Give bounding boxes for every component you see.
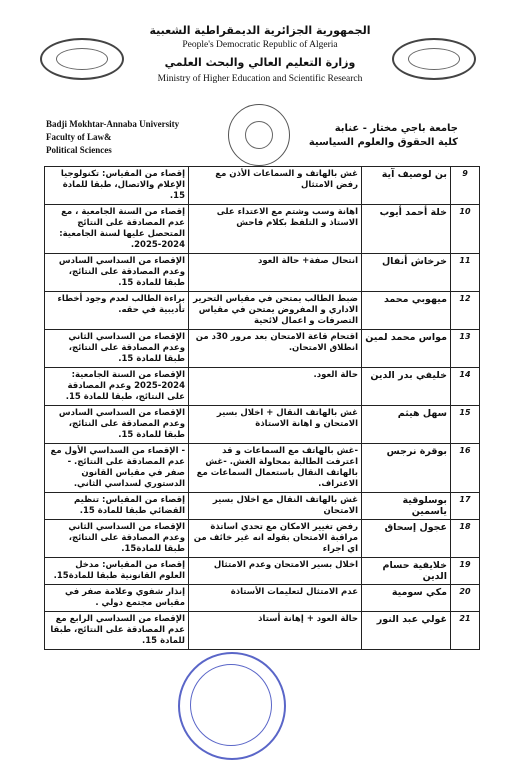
penalty-decision: - الإقصاء من السداسي الأول مع عدم المصادقة على النتائج. - صفر في مقياس القانون الدستوري لسداسي الثاني. [45,444,189,493]
table-row [45,585,480,612]
table-row [45,520,480,558]
student-name: بوسلوقية ياسمين [362,493,451,520]
violation-description: اخلال بسير الامتحان وعدم الامتثال [189,558,362,585]
student-name: خلة أحمد أيوب [362,205,451,254]
penalty-decision: الإقصاء من السداسي الثاني وعدم المصادقة على النتائج، طبقا للمادة15. [45,520,189,558]
penalty-decision: إقصاء من السنة الجامعية ، مع عدم المصادقة على النتائج المتحصل عليها لسنة الجامعية: 2024-2025. [45,205,189,254]
penalty-decision: براءة الطالب لعدم وجود أخطاء تأديبية في حقه. [45,292,189,330]
penalty-decision: الإقصاء من السداسي الرابع مع عدم المصادقة على النتائج، طبقا للمادة 15. [45,612,189,650]
student-name: غولي عبد النور [362,612,451,650]
student-name: بن لوصيف آية [362,167,451,205]
table-row [45,558,480,585]
table-row [45,406,480,444]
penalty-decision: الإقصاء من السداسي السادس وعدم المصادقة على النتائج، طبقا للمادة 15. [45,406,189,444]
table-row [45,205,480,254]
student-name: سهل هيثم [362,406,451,444]
penalty-decision: إقصاء من المقياس: تكنولوجيا الإعلام والاتصال، طبقا للمادة 15. [45,167,189,205]
penalty-decision: إنذار شفوي وعلامة صفر في مقياس مجتمع دولي . [45,585,189,612]
ministry-title-arabic: وزارة التعليم العالي والبحث العلمي [164,56,356,69]
violation-description: اهانة وسب وشتم مع الاعتداء على الاستاذ و التلفظ بكلام فاحش [189,205,362,254]
student-name: خلايفية حسام الدين [362,558,451,585]
penalty-decision: الإقصاء من السداسي السادس وعدم المصادقة على النتائج، طبقا للمادة 15. [45,254,189,292]
table-row [45,444,480,493]
row-number: 18 [451,520,480,558]
student-name: عجول إسحاق [362,520,451,558]
student-name: ميهوبي محمد [362,292,451,330]
row-number: 17 [451,493,480,520]
row-number: 15 [451,406,480,444]
student-name: مكي سومية [362,585,451,612]
violation-description: اقتحام قاعة الامتحان بعد مرور 30د من انطلاق الامتحان. [189,330,362,368]
table-row [45,612,480,650]
row-number: 16 [451,444,480,493]
university-name-line: Badji Mokhtar-Annaba University [46,119,180,129]
faculty-name-line: Faculty of Law& [46,132,112,142]
stamp-ring [190,664,272,746]
violation-description: -غش بالهاتف مع السماعات و قد اعترفت الطالبة بمحاولة الغش. -غش بالهاتف النقال باستعمال السماعات مع الاعتراف. [189,444,362,493]
table-row [45,368,480,406]
faculty-name-line-2: Political Sciences [46,145,112,155]
penalty-decision: إقصاء من المقياس: تنظيم القضائي طبقا للمادة 15. [45,493,189,520]
violation-description: انتحال صفة+ حالة العود [189,254,362,292]
penalty-decision: الإقصاء من السداسي الثاني وعدم المصادقة على النتائج، طبقا للمادة 15. [45,330,189,368]
violation-description: حالة العود + إهانة أستاذ [189,612,362,650]
row-number: 21 [451,612,480,650]
violation-description: غش بالهاتف و السماعات الأذن مع رفض الامتثال [189,167,362,205]
penalty-decision: الإقصاء من السنة الجامعية: 2024-2025 وعدم المصادقة على النتائج، طبقا للمادة 15. [45,368,189,406]
row-number: 19 [451,558,480,585]
ministry-title-english: Ministry of Higher Education and Scientific Research [157,74,363,84]
student-name: بوقرة نرجس [362,444,451,493]
row-number: 20 [451,585,480,612]
student-name: خرخاش أنفال [362,254,451,292]
university-logo-right [392,38,476,80]
row-number: 11 [451,254,480,292]
row-number: 9 [451,167,480,205]
table-row [45,292,480,330]
table-row [45,254,480,292]
row-number: 13 [451,330,480,368]
official-stamp [178,652,286,760]
violation-description: ضبط الطالب يمتحن في مقياس التحرير الاداري و المفروض يمتحن في مقياس التصرفات و اعمال لائحية [189,292,362,330]
table-body [45,167,480,650]
republic-title-english: People's Democratic Republic of Algeria [182,40,338,50]
violation-description: عدم الامتثال لتعليمات الأستاذة [189,585,362,612]
row-number: 14 [451,368,480,406]
penalty-decision: إقصاء من المقياس: مدخل العلوم القانونية طبقا للمادة15. [45,558,189,585]
student-name: خليفي بدر الدين [362,368,451,406]
republic-title-arabic: الجمهورية الجزائرية الديمقراطية الشعبية [149,24,371,37]
violation-description: غش بالهاتف النقال + اخلال بسير الامتحان و اهانة الاستاذة [189,406,362,444]
disciplinary-table [44,166,480,650]
university-seal [228,104,290,166]
violation-description: حالة العود. [189,368,362,406]
row-number: 12 [451,292,480,330]
university-name-english [46,118,179,157]
university-name-ar-line: جامعة باجي مختار - عنابة [334,123,458,134]
table-row [45,167,480,205]
faculty-name-ar-line: كلية الحقوق والعلوم السياسية [308,137,458,148]
table-row [45,330,480,368]
student-name: مواس محمد لمين [362,330,451,368]
row-number: 10 [451,205,480,254]
table-row [45,493,480,520]
violation-description: رفض تغيير الامكان مع تحدي اساتذة مراقبة الامتحان بقوله انه غير خائف من اي اجراء [189,520,362,558]
university-logo-left [40,38,124,80]
violation-description: غش بالهاتف النقال مع اخلال بسير الامتحان [189,493,362,520]
university-name-arabic [309,122,458,150]
